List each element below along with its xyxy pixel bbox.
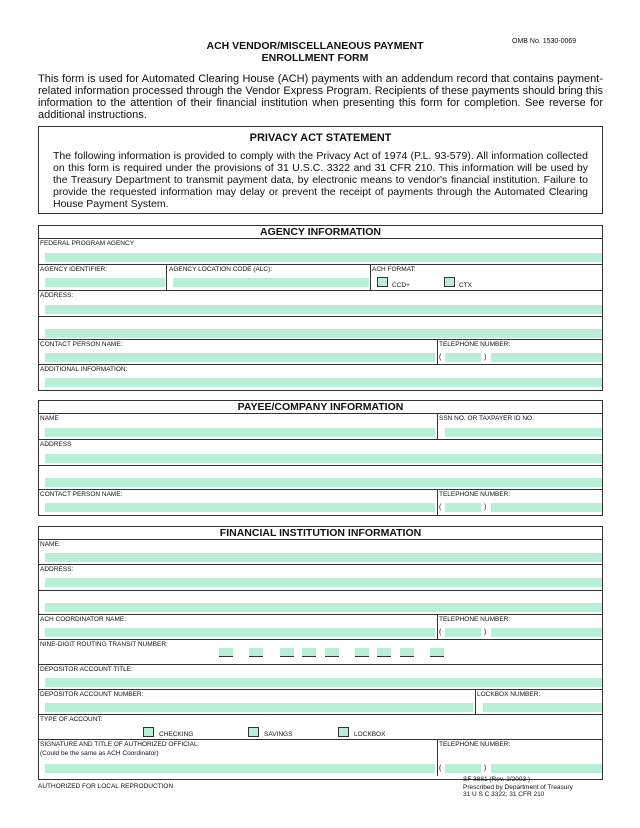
routing-digit-4[interactable] (302, 648, 316, 657)
ccd-plus-checkbox[interactable] (377, 277, 388, 287)
fi-signature-row (39, 740, 602, 776)
ccd-plus-label: CCD+ (392, 282, 410, 289)
signature-field[interactable] (45, 764, 435, 773)
checking-label: CHECKING (159, 731, 194, 738)
routing-digit-5[interactable] (325, 648, 339, 657)
divider (437, 414, 438, 439)
lockbox-number-field[interactable] (483, 703, 602, 712)
payee-name-field[interactable] (45, 428, 435, 437)
fi-address-row (39, 565, 602, 615)
routing-digit-9[interactable] (430, 648, 444, 657)
signature-label: SIGNATURE AND TITLE OF AUTHORIZED OFFICIAL: (40, 741, 200, 748)
reproduction-note: AUTHORIZED FOR LOCAL REPRODUCTION (38, 783, 174, 790)
phone-close-paren: ) (484, 504, 487, 511)
agency-section-title: AGENCY INFORMATION (39, 226, 602, 239)
fi-name-label: NAME: (40, 541, 61, 548)
intro-paragraph: This form is used for Automated Clearing House (ACH) payments with an addendum record that contains payment-related information processed through the Vendor Express Program. Recipients of these payments should bring this information to the attention of their financial institution when presenting this form for completion. See reverse for additional instructions. (38, 73, 603, 121)
fi-account-number-row (39, 690, 602, 715)
routing-digit-1[interactable] (219, 648, 233, 657)
ach-format-label: ACH FORMAT: (372, 266, 416, 273)
prescribed-by: Prescribed by Department of Treasury (463, 783, 573, 791)
phone-close-paren: ) (484, 629, 487, 636)
agency-address-field-1[interactable] (45, 305, 602, 314)
agency-telephone-field[interactable] (491, 353, 602, 362)
phone-open-paren: ( (439, 504, 442, 511)
phone-close-paren: ) (484, 354, 487, 361)
payee-name-label: NAME (40, 415, 59, 422)
routing-digit-3[interactable] (280, 648, 294, 657)
federal-program-agency-label: FEDERAL PROGRAM AGENCY (40, 240, 135, 247)
divider (437, 340, 438, 364)
divider (39, 590, 602, 591)
agency-identifier-label: AGENCY IDENTIFIER: (40, 266, 108, 273)
form-revision: SF 3881 (Rev. 2/2003 ) (463, 776, 531, 783)
fi-coordinator-label: ACH COORDINATOR NAME: (40, 616, 127, 623)
payee-name-row (39, 414, 602, 440)
signature-telephone-label: TELEPHONE NUMBER: (439, 741, 511, 748)
routing-digit-6[interactable] (355, 648, 369, 657)
federal-program-agency-field[interactable] (45, 253, 602, 262)
account-number-field[interactable] (45, 703, 473, 712)
agency-telephone-label: TELEPHONE NUMBER: (439, 341, 511, 348)
fi-account-type-row (39, 715, 602, 740)
omb-number: OMB No. 1530-0069 (512, 38, 577, 45)
signature-telephone-field[interactable] (491, 764, 602, 773)
agency-contact-row (39, 340, 602, 365)
routing-digit-8[interactable] (400, 648, 414, 657)
lockbox-checkbox[interactable] (338, 727, 349, 737)
signature-area-code-field[interactable] (445, 764, 481, 773)
payee-address-field-2[interactable] (45, 478, 602, 487)
divider (437, 740, 438, 776)
agency-area-code-field[interactable] (445, 353, 481, 362)
payee-contact-field[interactable] (45, 503, 435, 512)
phone-close-paren: ) (484, 765, 487, 772)
alc-label: AGENCY LOCATION CODE (ALC): (169, 266, 273, 273)
savings-label: SAVINGS (264, 731, 293, 738)
payee-address-label: ADDRESS (40, 441, 72, 448)
financial-section-title: FINANCIAL INSTITUTION INFORMATION (39, 527, 602, 540)
financial-section (38, 526, 603, 780)
fi-area-code-field[interactable] (445, 628, 481, 637)
fi-name-field[interactable] (45, 553, 602, 562)
routing-digit-2[interactable] (249, 648, 263, 657)
payee-contact-label: CONTACT PERSON NAME: (40, 491, 123, 498)
routing-digit-7[interactable] (377, 648, 391, 657)
phone-open-paren: ( (439, 765, 442, 772)
ctx-label: CTX (459, 282, 472, 289)
agency-address-label: ADDRESS: (40, 292, 74, 299)
privacy-text: The following information is provided to comply with the Privacy Act of 1974 (P.L. 93-579). All information collected on this form is required under the provisions of 31 U.S.C. 3322 and 31 CFR 210. This information will be used by the Treasury Department to transmit payment data, by electronic means to vendor's financial institution. Failure to provide the requested information may delay or prevent the receipt of payments through the Automated Clearing House Payment System. (53, 150, 588, 210)
agency-additional-label: ADDITIONAL INFORMATION: (40, 366, 128, 373)
ctx-checkbox[interactable] (444, 277, 455, 287)
legal-citation: 31 U S C 3322; 31 CFR 210 (463, 791, 545, 798)
fi-telephone-label: TELEPHONE NUMBER: (439, 616, 511, 623)
fi-coordinator-field[interactable] (45, 628, 435, 637)
lockbox-label: LOCKBOX (354, 731, 386, 738)
payee-section-title: PAYEE/COMPANY INFORMATION (39, 401, 602, 414)
savings-checkbox[interactable] (248, 727, 259, 737)
agency-contact-label: CONTACT PERSON NAME: (40, 341, 123, 348)
fi-routing-row (39, 640, 602, 665)
phone-open-paren: ( (439, 354, 442, 361)
payee-address-field-1[interactable] (45, 454, 602, 463)
checking-checkbox[interactable] (143, 727, 154, 737)
privacy-act-box (38, 126, 603, 214)
form-title (150, 40, 480, 64)
form-title-line2: ENROLLMENT FORM (261, 52, 369, 64)
divider (166, 265, 167, 290)
fi-address-field-1[interactable] (45, 578, 602, 587)
ssn-field[interactable] (445, 428, 602, 437)
payee-section (38, 400, 603, 516)
signature-note: (Could be the same as ACH Coordinator) (40, 750, 159, 757)
agency-additional-row (39, 365, 602, 390)
routing-number-label: NINE-DIGIT ROUTING TRANSIT NUMBER: (40, 641, 168, 648)
divider (437, 490, 438, 515)
fi-account-title-row (39, 665, 602, 690)
account-title-label: DEPOSITOR ACCOUNT TITLE: (40, 666, 133, 673)
agency-address-row (39, 291, 602, 340)
account-type-label: TYPE OF ACCOUNT: (40, 716, 103, 723)
payee-address-row (39, 440, 602, 490)
agency-additional-field[interactable] (45, 378, 602, 387)
agency-contact-field[interactable] (45, 353, 435, 362)
fi-address-label: ADDRESS: (40, 566, 74, 573)
account-title-field[interactable] (45, 678, 602, 687)
payee-telephone-label: TELEPHONE NUMBER: (439, 491, 511, 498)
divider (437, 615, 438, 639)
alc-field[interactable] (173, 278, 369, 287)
form-title-line1: ACH VENDOR/MISCELLANEOUS PAYMENT (206, 40, 424, 52)
fi-telephone-field[interactable] (491, 628, 602, 637)
divider (39, 316, 602, 317)
divider (370, 265, 371, 290)
fi-name-row (39, 540, 602, 565)
privacy-heading: PRIVACY ACT STATEMENT (249, 132, 392, 144)
phone-open-paren: ( (439, 629, 442, 636)
divider (39, 465, 602, 466)
payee-telephone-field[interactable] (491, 503, 602, 512)
agency-identifier-field[interactable] (45, 278, 165, 287)
divider (475, 690, 476, 714)
agency-address-field-2[interactable] (45, 329, 602, 338)
payee-contact-row (39, 490, 602, 515)
form-revision-info (463, 776, 573, 799)
agency-section (38, 225, 603, 391)
fi-address-field-2[interactable] (45, 603, 602, 612)
agency-identifier-row (39, 265, 602, 291)
fi-coordinator-row (39, 615, 602, 640)
lockbox-number-label: LOCKBOX NUMBER: (477, 691, 541, 698)
account-number-label: DEPOSITOR ACCOUNT NUMBER: (40, 691, 144, 698)
agency-federal-program-row (39, 239, 602, 265)
ssn-label: SSN NO. OR TAXPAYER ID NO. (439, 415, 534, 422)
payee-area-code-field[interactable] (445, 503, 481, 512)
